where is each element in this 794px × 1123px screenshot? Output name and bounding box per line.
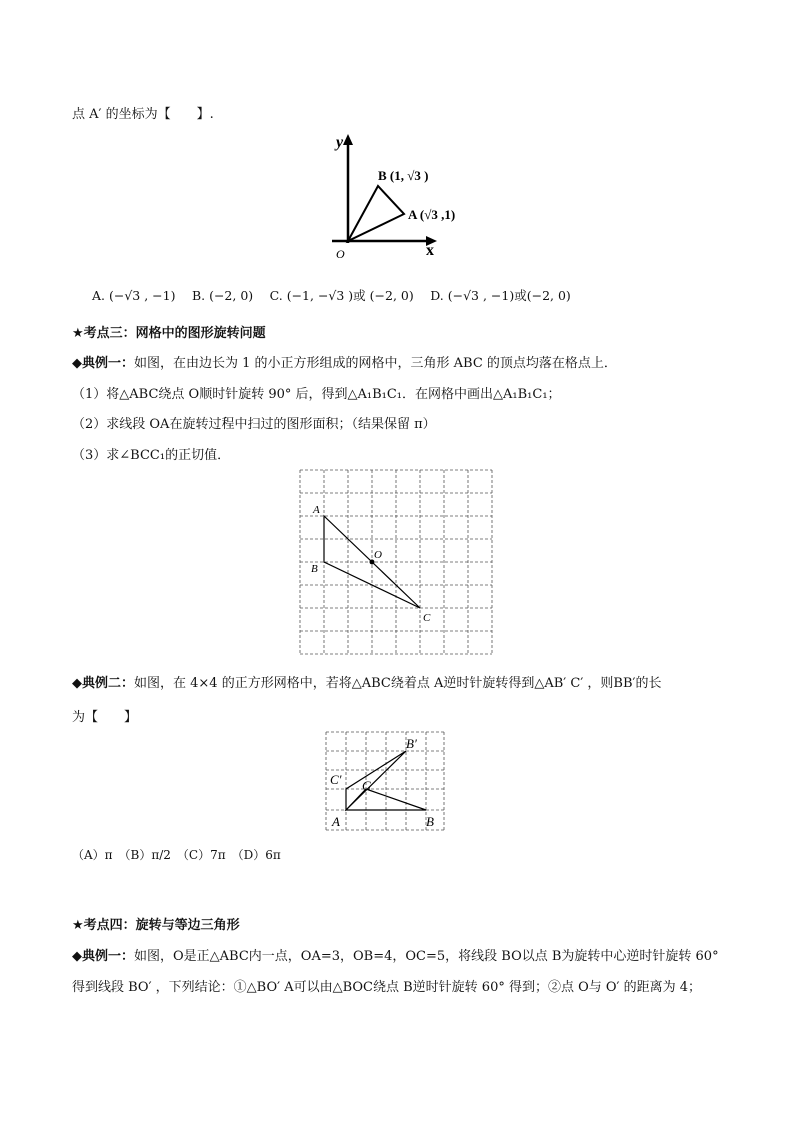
section3-ex1-item2: （2）求线段 OA在旋转过程中扫过的图形面积；（结果保留 π）: [72, 417, 436, 432]
grid1-label-b: B: [311, 563, 318, 575]
grid-figure-2: [324, 730, 448, 834]
section4-ex1-lead: ◆典例一：: [72, 949, 134, 964]
section3-ex2-options: （A）π （B）π/2 （C）7π （D）6π: [72, 848, 281, 862]
section3-ex2-text: [72, 672, 661, 691]
grid1-label-o: O: [374, 549, 382, 561]
section3-ex1-item1: （1）将△ABC绕点 O顺时针旋转 90° 后，得到△A₁B₁C₁．在网格中画出△A₁B₁C₁；: [72, 387, 561, 402]
q1-intro: 点 A′ 的坐标为【 】.: [72, 107, 214, 122]
q1-options: A. (−√3 , −1) B. (−2, 0) C. (−1, −√3 )或 (−2, 0) D. (−√3 , −1)或(−2, 0): [92, 288, 571, 303]
section4-ex1-text2: 得到线段 BO′ ，下列结论：①△BO′ A可以由△BOC绕点 B逆时针旋转 60° 得到；②点 O与 O′ 的距离为 4；: [72, 980, 702, 995]
point-a-label: A (√3 ,1): [408, 207, 456, 222]
grid-figure-1: [298, 468, 496, 656]
section3-ex2-lead: ◆典例二：: [72, 676, 134, 691]
section3-ex1-item3: （3）求∠BCC₁的正切值．: [72, 448, 231, 463]
section3-title: ★考点三：网格中的图形旋转问题: [72, 326, 266, 341]
grid2-label-bprime: B′: [406, 736, 417, 751]
point-b-label: B (1, √3 ): [378, 168, 429, 183]
section3-ex1-lead: ◆典例一：: [72, 356, 134, 371]
grid2-label-c: C: [362, 778, 371, 793]
section3-ex1-text: [72, 352, 617, 371]
axis-y-label: y: [336, 134, 344, 151]
section3-ex2-body: 如图，在 4×4 的正方形网格中，若将△ABC绕着点 A逆时针旋转得到△AB′ C′ ，则BB′的长: [134, 676, 662, 691]
section3-ex1-body: 如图，在由边长为 1 的小正方形组成的网格中，三角形 ABC 的顶点均落在格点上．: [134, 356, 617, 371]
grid1-label-a: A: [313, 504, 320, 516]
grid2-label-a: A: [332, 814, 340, 829]
section4-ex1-text: [72, 945, 719, 964]
section4-title: ★考点四：旋转与等边三角形: [72, 918, 240, 933]
grid2-label-cprime: C′: [330, 772, 342, 787]
section3-ex2-text2: 为【 】: [72, 710, 138, 725]
grid1-label-c: C: [423, 612, 431, 624]
origin-label: O: [336, 247, 345, 261]
section4-ex1-body: 如图，O是正△ABC内一点，OA=3，OB=4，OC=5，将线段 BO以点 B为旋转中心逆时针旋转 60°: [134, 949, 719, 964]
grid2-label-b: B: [426, 814, 434, 829]
axis-x-label: x: [426, 242, 434, 259]
coordinate-figure: [326, 128, 456, 263]
